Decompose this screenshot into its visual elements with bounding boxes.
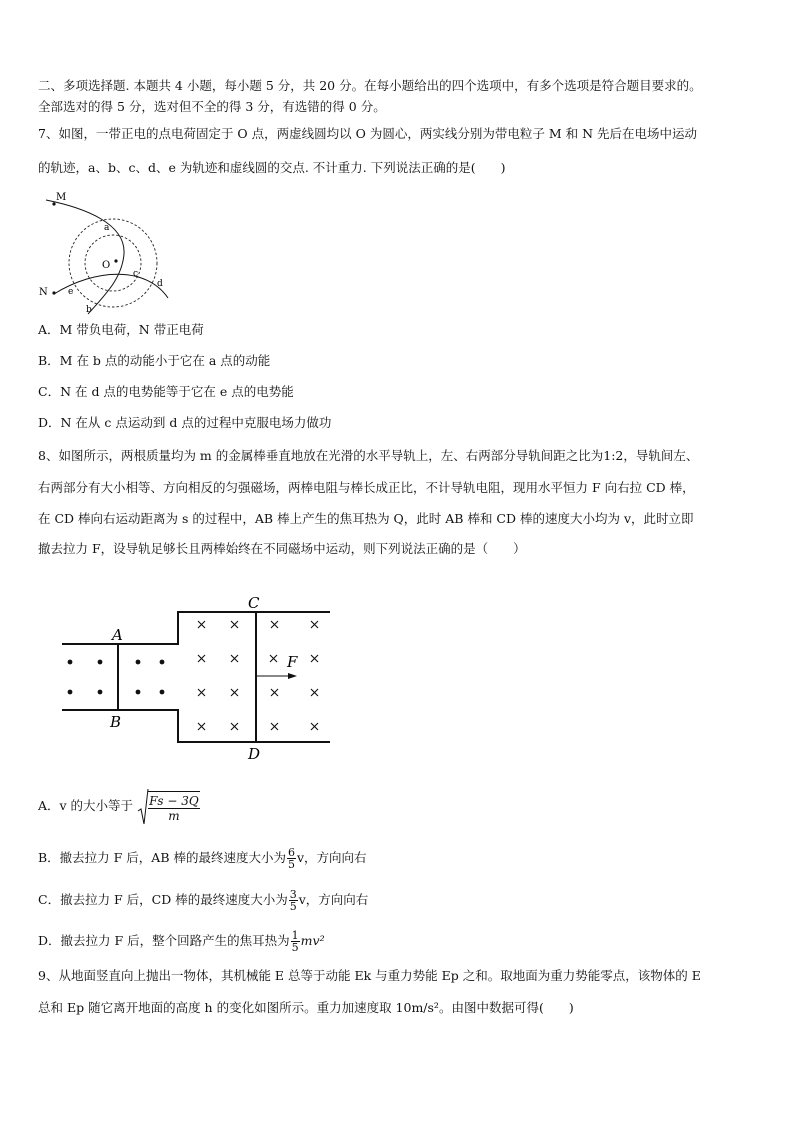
q8-label-a: A — [112, 626, 123, 644]
q7-label-e: e — [68, 287, 74, 297]
q7-outer-dashed-circle — [69, 219, 157, 307]
q7-option-b: B．M 在 b 点的动能小于它在 a 点的动能 — [38, 353, 271, 368]
q8-lower-rail — [62, 710, 330, 742]
section-header-line1: 二、多项选择题. 本题共 4 小题，每小题 5 分，共 20 分。在每小题给出的四个选项中，有多个选项是符合题目要求的。 — [38, 78, 702, 93]
q8-option-c-denominator: 5 — [289, 900, 297, 913]
q8-option-d — [38, 930, 325, 953]
q8-stem-line3: 在 CD 棒向右运动距离为 s 的过程中，AB 棒上产生的焦耳热为 Q，此时 AB 棒和 CD 棒的速度大小均为 v，此时立即 — [38, 511, 694, 526]
q8-option-d-denominator: 5 — [291, 941, 299, 954]
q7-label-n: N — [39, 287, 48, 298]
q8-stem-line2: 右两部分有大小相等、方向相反的匀强磁场，两棒电阻与棒长成正比，不计导轨电阻，现用水平恒力 F 向右拉 CD 棒， — [38, 480, 695, 495]
q7-point-o — [114, 259, 117, 262]
q8-option-a-sqrt — [137, 787, 201, 827]
q8-option-a-denominator: m — [168, 809, 180, 823]
q8-option-b-denominator: 5 — [288, 858, 295, 871]
q7-stem-line2: 的轨迹，a、b、c、d、e 为轨迹和虚线圆的交点. 不计重力. 下列说法正确的是( ) — [38, 160, 506, 175]
q9-stem-line2: 总和 Ep 随它离开地面的高度 h 的变化如图所示。重力加速度取 10m/s²。由图中数据可得( ) — [38, 1000, 574, 1015]
q7-option-a: A．M 带负电荷，N 带正电荷 — [38, 322, 204, 337]
q7-inner-dashed-circle — [85, 235, 141, 291]
q8-option-c — [38, 889, 368, 912]
q8-option-d-prefix: D．撤去拉力 F 后，整个回路产生的焦耳热为 — [38, 933, 290, 948]
q7-label-b: b — [86, 305, 92, 315]
q8-figure — [58, 592, 338, 764]
q7-figure — [36, 186, 196, 316]
q8-label-f: F — [287, 653, 298, 671]
q7-label-d: d — [157, 279, 163, 289]
q8-option-b-suffix: v，方向向右 — [297, 850, 367, 865]
q8-label-b: B — [110, 713, 122, 731]
q7-stem-line1: 7、如图，一带正电的点电荷固定于 O 点，两虚线圆均以 O 为圆心，两实线分别为带电粒子 M 和 N 先后在电场中运动 — [38, 126, 697, 141]
q8-left-field-dots — [68, 660, 165, 695]
q7-label-m: M — [56, 192, 67, 203]
q8-option-a — [38, 786, 201, 827]
q7-label-a: a — [104, 223, 110, 233]
q8-option-c-numerator: 3 — [289, 888, 297, 901]
q8-label-c: C — [248, 594, 260, 612]
q8-label-d: D — [248, 745, 261, 763]
q8-stem-line1: 8、如图所示，两根质量均为 m 的金属棒垂直地放在光滑的水平导轨上，左、右两部分导轨间距之比为1:2，导轨间左、 — [38, 448, 699, 463]
section-header-line2: 全部选对的得 5 分，选对但不全的得 3 分，有选错的得 0 分。 — [38, 99, 386, 114]
q9-stem-line1: 9、从地面竖直向上抛出一物体，其机械能 E 总等于动能 Ek 与重力势能 Ep 之和。取地面为重力势能零点，该物体的 E — [38, 968, 701, 983]
q8-force-arrowhead — [288, 673, 297, 679]
q8-option-c-prefix: C．撤去拉力 F 后，CD 棒的最终速度大小为 — [38, 892, 288, 907]
q7-point-n — [52, 291, 55, 294]
q8-option-d-numerator: 1 — [291, 929, 299, 942]
q8-stem-line4: 撤去拉力 F，设导轨足够长且两棒始终在不同磁场中运动，则下列说法正确的是（ ） — [38, 541, 526, 556]
q8-option-b — [38, 847, 367, 870]
q7-option-d: D．N 在从 c 点运动到 d 点的过程中克服电场力做功 — [38, 415, 332, 430]
q8-option-b-numerator: 6 — [288, 846, 295, 859]
q8-option-a-numerator: Fs − 3Q — [149, 794, 199, 808]
q8-option-a-prefix: A．v 的大小等于 — [38, 798, 134, 813]
q8-upper-rail — [62, 612, 330, 644]
q7-option-c: C．N 在 d 点的电势能等于它在 e 点的电势能 — [38, 384, 294, 399]
q8-option-d-suffix: mv² — [300, 933, 325, 948]
q8-option-c-suffix: v，方向向右 — [298, 892, 369, 907]
q8-option-b-prefix: B．撤去拉力 F 后，AB 棒的最终速度大小为 — [38, 850, 286, 865]
q7-label-c: c — [133, 269, 139, 279]
q7-label-o: O — [102, 260, 111, 271]
